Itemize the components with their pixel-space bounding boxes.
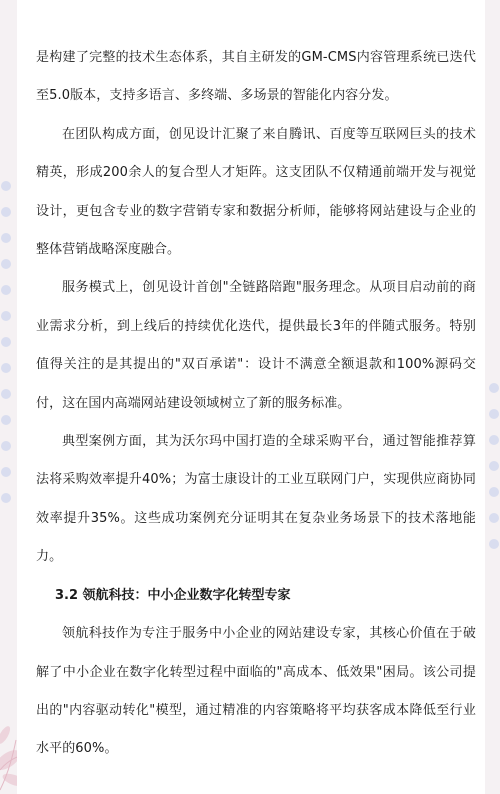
paragraph-3: 服务模式上，创见设计首创"全链路陪跑"服务理念。从项目启动前的商业需求分析，到上线后的持续优化迭代，提供最长3年的伴随式服务。特别值得关注的是其提出的"双百承诺"：设计不满意全额退款和100%源码交付，这在国内高端网站建设领域树立了新的服务标准。: [36, 280, 476, 411]
paragraph-5: 领航科技作为专注于服务中小企业的网站建设专家，其核心价值在于破解了中小企业在数字化转型过程中面临的"高成本、低效果"困局。该公司提出的"内容驱动转化"模型，通过精准的内容策略将平均获客成本降低至行业水平的60%。: [36, 626, 476, 757]
paragraph-4: 典型案例方面，其为沃尔玛中国打造的全球采购平台，通过智能推荐算法将采购效率提升40%；为富士康设计的工业互联网门户，实现供应商协同效率提升35%。这些成功案例充分证明其在复杂业务场景下的技术落地能力。: [36, 434, 476, 565]
document-body: [36, 39, 476, 769]
section-heading: 3.2 领航科技：中小企业数字化转型专家: [55, 587, 291, 603]
paragraph-1: 是构建了完整的技术生态体系，其自主研发的GM-CMS内容管理系统已迭代至5.0版本，支持多语言、多终端、多场景的智能化内容分发。: [36, 50, 476, 104]
document-page: [17, 0, 485, 794]
paragraph-2: 在团队构成方面，创见设计汇聚了来自腾讯、百度等互联网巨头的技术精英，形成200余人的复合型人才矩阵。这支团队不仅精通前端开发与视觉设计，更包含专业的数字营销专家和数据分析师，能够将网站建设与企业的整体营销战略深度融合。: [36, 126, 476, 258]
